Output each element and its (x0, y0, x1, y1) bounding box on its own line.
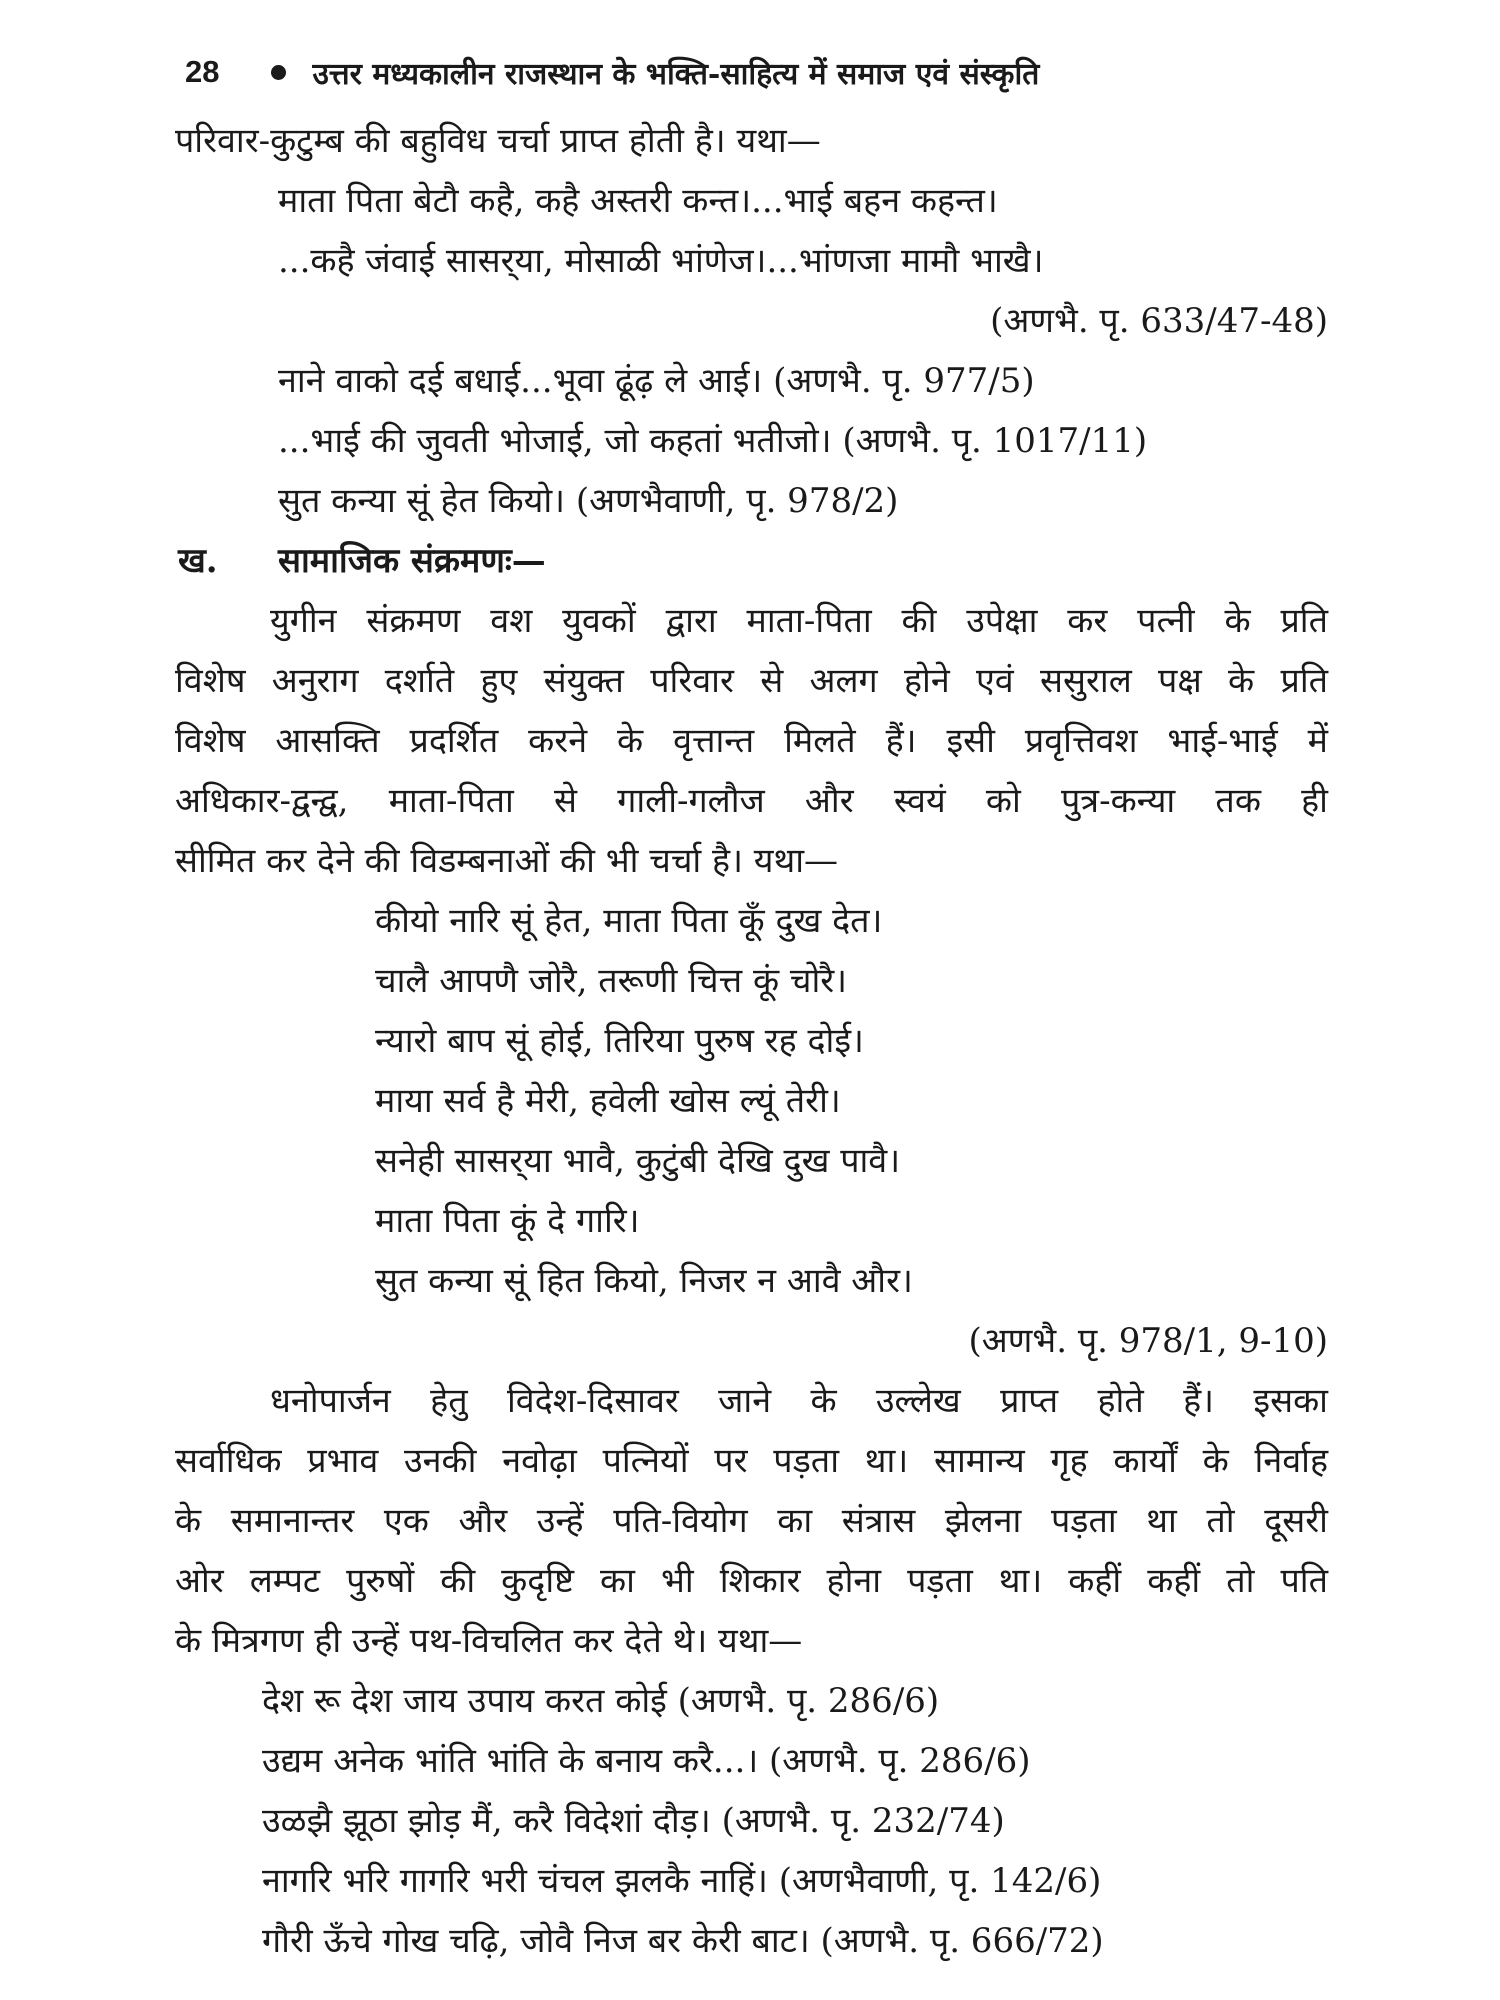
paragraph-line: के समानान्तर एक और उन्हें पति-वियोग का संत्रास झेलना पड़ता था तो दूसरी (175, 1501, 1328, 1541)
paragraph-line: परिवार-कुटुम्ब की बहुविध चर्चा प्राप्त होती है। यथा— (175, 121, 821, 161)
verse-line: सुत कन्या सूं हित कियो, निजर न आवै और। (375, 1261, 913, 1301)
verse-line: कीयो नारि सूं हेत, माता पिता कूँ दुख देत। (375, 901, 883, 941)
verse-line: उळझै झूठा झोड़ मैं, करै विदेशां दौड़। (अणभै. पृ. 232/74) (262, 1801, 1005, 1841)
verse-line: उद्यम अनेक भांति भांति के बनाय करै...। (अणभै. पृ. 286/6) (262, 1741, 1031, 1781)
verse-line: ...भाई की जुवती भोजाई, जो कहतां भतीजो। (अणभै. पृ. 1017/11) (278, 421, 1148, 461)
verse-line: माता पिता कूं दे गारि। (375, 1201, 640, 1241)
paragraph-line: सर्वाधिक प्रभाव उनकी नवोढ़ा पत्नियों पर पड़ता था। सामान्य गृह कार्यों के निर्वाह (175, 1441, 1328, 1481)
citation: (अणभै. पृ. 978/1, 9-10) (968, 1321, 1328, 1361)
verse-line: माया सर्व है मेरी, हवेली खोस ल्यूं तेरी। (375, 1081, 841, 1121)
running-title: उत्तर मध्यकालीन राजस्थान के भक्ति-साहित्य में समाज एवं संस्कृति (312, 56, 1040, 92)
section-marker: ख. (178, 541, 218, 581)
verse-line: माता पिता बेटौ कहै, कहै अस्तरी कन्त।...भाई बहन कहन्त। (278, 181, 998, 221)
verse-line: गौरी ऊँचे गोख चढ़ि, जोवै निज बर केरी बाट। (अणभै. पृ. 666/72) (262, 1921, 1104, 1961)
paragraph-line: सीमित कर देने की विडम्बनाओं की भी चर्चा है। यथा— (175, 841, 839, 881)
paragraph-line: ओर लम्पट पुरुषों की कुदृष्टि का भी शिकार होना पड़ता था। कहीं कहीं तो पति (175, 1561, 1328, 1601)
citation: (अणभै. पृ. 633/47-48) (990, 301, 1328, 341)
paragraph-line: युगीन संक्रमण वश युवकों द्वारा माता-पिता की उपेक्षा कर पत्नी के प्रति (270, 601, 1328, 641)
verse-line: न्यारो बाप सूं होई, तिरिया पुरुष रह दोई। (375, 1021, 864, 1061)
verse-line: नाने वाको दई बधाई...भूवा ढूंढ़ ले आई। (अणभै. पृ. 977/5) (278, 361, 1035, 401)
paragraph-line: अधिकार-द्वन्द्व, माता-पिता से गाली-गलौज और स्वयं को पुत्र-कन्या तक ही (175, 781, 1328, 821)
bullet-icon (271, 65, 286, 80)
paragraph-line: विशेष अनुराग दर्शाते हुए संयुक्त परिवार से अलग होने एवं ससुराल पक्ष के प्रति (175, 661, 1328, 701)
running-header (185, 50, 1280, 94)
paragraph-line: विशेष आसक्ति प्रदर्शित करने के वृत्तान्त मिलते हैं। इसी प्रवृत्तिवश भाई-भाई में (175, 721, 1328, 761)
paragraph-line: के मित्रगण ही उन्हें पथ-विचलित कर देते थे। यथा— (175, 1621, 803, 1661)
verse-line: सनेही सासर्‌या भावै, कुटुंबी देखि दुख पावै। (375, 1141, 901, 1181)
section-heading: सामाजिक संक्रमणः— (278, 541, 546, 581)
verse-line: ...कहै जंवाई सासर्‌या, मोसाळी भांणेज।...भांणजा मामौ भाखै। (278, 241, 1044, 281)
paragraph-line: धनोपार्जन हेतु विदेश-दिसावर जाने के उल्लेख प्राप्त होते हैं। इसका (270, 1381, 1328, 1421)
verse-line: सुत कन्या सूं हेत कियो। (अणभैवाणी, पृ. 978/2) (278, 481, 899, 521)
verse-line: नागरि भरि गागरि भरी चंचल झलकै नाहिं। (अणभैवाणी, पृ. 142/6) (262, 1861, 1102, 1901)
page-number: 28 (185, 54, 220, 89)
verse-line: देश रू देश जाय उपाय करत कोई (अणभै. पृ. 286/6) (262, 1681, 940, 1721)
verse-line: चालै आपणै जोरै, तरूणी चित्त कूं चोरै। (375, 961, 848, 1001)
